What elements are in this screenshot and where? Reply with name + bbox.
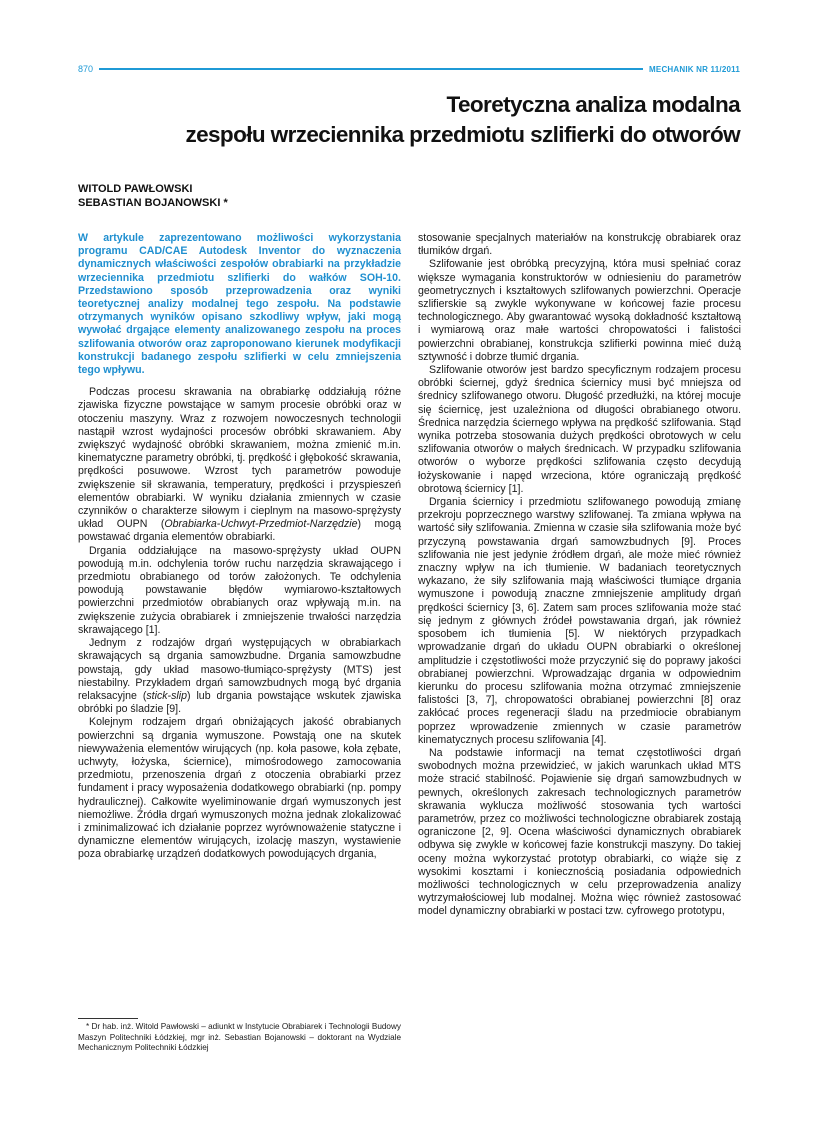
- author-1: WITOLD PAWŁOWSKI: [78, 183, 193, 195]
- page-header: [78, 63, 740, 75]
- body-paragraph: Szlifowanie otworów jest bardzo specyficznym rodzajem procesu obróbki ściernej, gdyż średnica ściernicy musi być mniejsza od średnicy szlifowanego otworu. Długość przedłużki, na której mocuje się ściernicę, jest uzależniona od długości obrabianego otworu. Średnica narzędzia ściernego wpływa na prędkość szlifowania. Stąd wynika potrzeba stosowania dużych prędkości obrotowych w celu szlifowania otworów o małych średnicach. W przypadku szlifowania otworów o wyborze prędkości szlifowania często decydują łożyskowanie i napęd wrzeciona, które ograniczają prędkość obrotową ściernicy [1].: [418, 364, 741, 495]
- footnote-rule: [78, 1018, 138, 1019]
- body-paragraph: [78, 386, 401, 544]
- italic-term: Obrabiarka-Uchwyt-Przedmiot-Narzędzie: [164, 518, 358, 531]
- journal-name: MECHANIK NR 11/2011: [649, 64, 740, 74]
- body-paragraph: stosowanie specjalnych materiałów na konstrukcję obrabiarek oraz tłumików drgań.: [418, 232, 741, 258]
- right-column: [418, 232, 741, 919]
- article-title: [100, 90, 740, 150]
- text-run: ) mogą powstawać drgania elementów obrabiarki.: [78, 518, 401, 544]
- abstract: W artykule zaprezentowano możliwości wykorzystania programu CAD/CAE Autodesk Inventor do wyznaczenia dynamicznych właściwości zespołów obrabiarki na przykładzie wrzeciennika przedmiotu szlifierki do wałków SOH-10. Przedstawiono sposób przeprowadzenia oraz wyniki teoretycznej analizy modalnej tego zespołu. Na podstawie otrzymanych wyników opisano szkodliwy wpływ, jaki mogą wywołać drgające elementy analizowanego zespołu na proces szlifowania otworów oraz zaproponowano kierunek modyfikacji konstrukcji badanego zespołu szlifierki w celu zmniejszenia tego wpływu.: [78, 232, 401, 377]
- italic-term: stick-slip: [146, 689, 187, 702]
- text-run: Podczas procesu skrawania na obrabiarkę oddziałują różne zjawiska fizyczne powstające w samym procesie obróbki oraz w otoczeniu maszyny. Wraz z rozwojem nowoczesnych technologii nastąpił wzrost wydajności procesów obróbki skrawaniem. Aby zwiększyć wydajność obróbki skrawaniem, można zmienić m.in. kinematyczne parametry obróbki, tj. prędkość i głębokość skrawania, prędkości posuwowe. Wzrost tych parametrów powoduje zwiększenie sił skrawania, temperatury, prędkości i przyspieszeń elementów obrabiarki. W wyniku działania zmiennych w czasie czynników o charakterze siłowym i cieplnym na masowo-sprężysty układ OUPN (: [78, 386, 401, 531]
- body-paragraph: Szlifowanie jest obróbką precyzyjną, która musi spełniać coraz większe wymagania konstruktorów w odniesieniu do parametrów geometrycznych i kształtowych szlifowanych powierzchni. Operacje szlifierskie są zwykle wykonywane w końcowej fazie procesu technologicznego. Aby gwarantować wysoką dokładność kształtową i wymiarową oraz małe wartości chropowatości i falistości powierzchni obrabianej, konstrukcja szlifierki powinna mieć dużą sztywność i dobrze tłumić drgania.: [418, 258, 741, 363]
- text-run: ) lub drgania powstające wskutek zjawiska obróbki po śladzie [9].: [78, 689, 401, 716]
- body-paragraph: Na podstawie informacji na temat częstotliwości drgań swobodnych można przewidzieć, w jakich warunkach układ MTS może stracić stabilność. Pojawienie się drgań samowzbudnych w pewnych, określonych zakresach technologicznych parametrów skrawania wyklucza możliwość stosowania tych wartości parametrów, przez co możliwości technologiczne obrabiarek zostają ograniczone [2, 9]. Ocena właściwości dynamicznych obrabiarek odbywa się zwykle w końcowej fazie konstrukcji maszyny. Do takiej oceny można wykorzystać prototyp obrabiarki, co wiąże się z wysokimi kosztami i koniecznością posiadania odpowiednich możliwości technologicznych w celu przeprowadzenia analizy wytrzymałościowej lub modalnej. Można więc również zastosować model dynamiczny obrabiarki w postaci tzw. cyfrowego prototypu,: [418, 746, 741, 918]
- left-column: [78, 232, 401, 862]
- authors: [78, 182, 228, 210]
- body-paragraph: Kolejnym rodzajem drgań obniżających jakość obrabianych powierzchni są drgania wymuszone. Powstają one na skutek niewyważenia elementów wirujących (np. koła pasowe, koła zębate, uchwyty, łożyska, ściernice), mimośrodowego zamocowania przedmiotu, przenoszenia drgań z otoczenia obrabiarki przez fundament i pracy wyposażenia dodatkowego obrabiarki (np. pompy hydraulicznej). Całkowite wyeliminowanie drgań wymuszonych jest niemożliwe. Źródła drgań wymuszonych można jednak zlokalizować i zminimalizować ich działanie poprzez wyrównoważenie statyczne i dynamiczne elementów wirujących, izolację maszyn, wystawienie poza obrabiarkę urządzeń dodatkowych powodujących drgania,: [78, 716, 401, 861]
- body-paragraph: Drgania oddziałujące na masowo-sprężysty układ OUPN powodują m.in. odchylenia torów ruchu narzędzia skrawającego i przedmiotu obrabianego od torów założonych. Te odchylenia powodują powstawanie błędów wymiarowo-kształtowych powierzchni przedmiotów obrabianych oraz wpływają m.in. na zwiększenie zużycia obrabiarek i zmniejszenie trwałości narzędzia skrawającego [1].: [78, 544, 401, 636]
- title-line-1: Teoretyczna analiza modalna: [446, 92, 740, 117]
- header-rule: [99, 68, 643, 70]
- footnote: [78, 1022, 401, 1054]
- author-2: SEBASTIAN BOJANOWSKI *: [78, 197, 228, 209]
- page-number: 870: [78, 64, 94, 74]
- text-run: Jednym z rodzajów drgań występujących w obrabiarkach skrawających są drgania samowzbudne. Drgania samowzbudne powstają, gdy układ masowo-tłumiąco-sprężysty (MTS) jest niestabilny. Przykładem drgań samowzbudnych mogą być drgania relaksacyjne (: [78, 637, 401, 702]
- body-paragraph: [78, 637, 401, 716]
- footnote-text: Dr hab. inż. Witold Pawłowski – adiunkt w Instytucie Obrabiarek i Technologii Budowy Maszyn Politechniki Łódzkiej, mgr inż. Sebastian Bojanowski – doktorant na Wydziale Mechanicznym Politechniki Łódzkiej: [78, 1022, 401, 1053]
- title-line-2: zespołu wrzeciennika przedmiotu szlifierki do otworów: [185, 122, 740, 147]
- footnote-mark: *: [86, 1022, 92, 1031]
- body-paragraph: Drgania ściernicy i przedmiotu szlifowanego powodują zmianę przekroju poprzecznego warstwy szlifowanej. Ta zmiana wpływa na wartość siły szlifowania. Zmienna w czasie siła szlifowania może być przyczyną powstawania drgań samowzbudnych [9]. Proces szlifowania nie jest jedynie źródłem drgań, ale może mieć również znaczny wpływ na ich tłumienie. W badaniach teoretycznych wykazano, że siły szlifowania mają właściwości tłumiące drgania wymuszone i powodują znaczne zmniejszenie amplitudy drgań prędkości ściernicy [3, 6]. Zatem sam proces szlifowania może stać się jednym z głównych źródeł powstawania drgań, jak również sposobem ich tłumienia [5]. W niektórych przypadkach wprowadzanie drgań do układu OUPN obrabiarki o określonej amplitudzie i częstotliwości może przyczynić się do poprawy jakości obrabianej powierzchni. Wprowadzając drgania w odpowiednim kierunku do procesu szlifowania można otrzymać zmniejszenie falistości [3, 7], chropowatości obrabianej powierzchni [8] oraz zakłócać proces regeneracji śladu na przedmiocie obrabianym poprzez wprowadzenie zmiennych w czasie parametrów kinematycznych procesu szlifowania [4].: [418, 496, 741, 746]
